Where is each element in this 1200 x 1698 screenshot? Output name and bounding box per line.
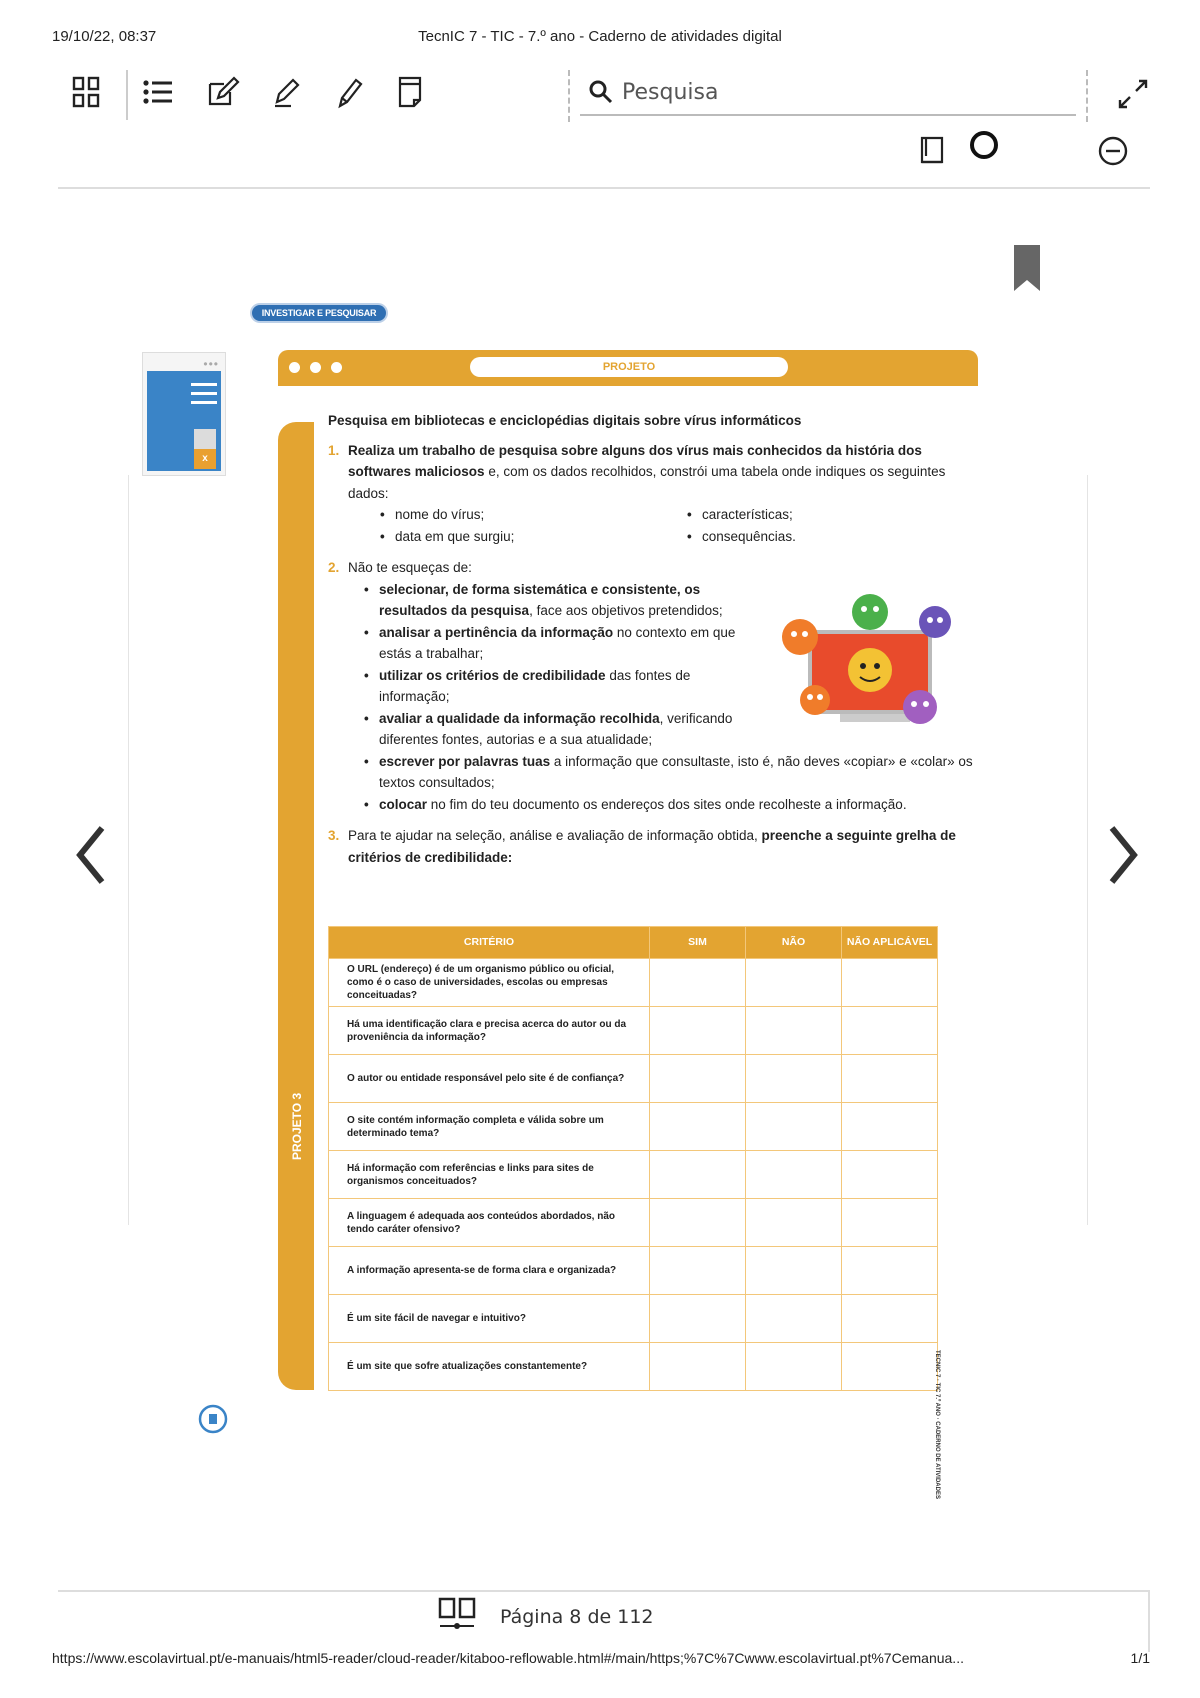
- table-row: [329, 1055, 938, 1103]
- book-page: [140, 300, 1000, 1499]
- not-applicable-cell[interactable]: [842, 1295, 938, 1343]
- zoom-out-icon[interactable]: [1092, 130, 1134, 172]
- no-cell[interactable]: [746, 1295, 842, 1343]
- table-row: [329, 1103, 938, 1151]
- window-dot-icon: [289, 362, 300, 373]
- page-view-icon[interactable]: [437, 1596, 477, 1636]
- yes-cell[interactable]: [650, 1103, 746, 1151]
- not-applicable-cell[interactable]: [842, 1055, 938, 1103]
- task-1: [328, 440, 978, 548]
- no-cell[interactable]: [746, 1103, 842, 1151]
- task-2-intro: Não te esqueças de:: [348, 560, 472, 575]
- task-3: [328, 825, 978, 868]
- section-badge: INVESTIGAR E PESQUISAR: [250, 303, 388, 323]
- task-3-bold-text: preenche a seguinte grelha de critérios de credibilidade:: [348, 828, 956, 865]
- not-applicable-cell[interactable]: [842, 1343, 938, 1391]
- not-applicable-cell[interactable]: [842, 1007, 938, 1055]
- project-title-pill: PROJETO: [470, 357, 788, 377]
- not-applicable-cell[interactable]: [842, 1247, 938, 1295]
- list-item: • utilizar os critérios de credibilidade das fontes de informação;: [364, 665, 764, 708]
- list-item: • escrever por palavras tuas a informação que consultaste, isto é, não deves «copiar» e «colar» os textos consultados;: [364, 751, 978, 794]
- yes-cell[interactable]: [650, 1151, 746, 1199]
- credibility-grid: [328, 926, 938, 1391]
- print-url: https://www.escolavirtual.pt/e-manuais/html5-reader/cloud-reader/kitaboo-reflowable.html#/main/https;%7C%7Cwww.escolavirtual.pt%7Cemanua...: [52, 1650, 964, 1666]
- toolbar-divider: [126, 70, 128, 120]
- previous-page-arrow-icon[interactable]: [70, 820, 114, 890]
- print-page-count: 1/1: [1130, 1650, 1150, 1666]
- print-date: 19/10/22, 08:37: [52, 28, 157, 45]
- window-dot-icon: [331, 362, 342, 373]
- table-row: [329, 1343, 938, 1391]
- yes-cell[interactable]: [650, 1007, 746, 1055]
- column-header: NÃO APLICÁVEL: [842, 927, 938, 959]
- table-row: [329, 1295, 938, 1343]
- project-side-strip: [278, 422, 314, 1390]
- table-row: [329, 1199, 938, 1247]
- task-number: 3.: [328, 828, 340, 843]
- search-icon[interactable]: [586, 77, 616, 107]
- no-cell[interactable]: [746, 1247, 842, 1295]
- yes-cell[interactable]: [650, 1199, 746, 1247]
- window-dot-icon: [310, 362, 321, 373]
- zoom-in-icon[interactable]: [963, 124, 1005, 166]
- toolbar-divider-line: [58, 187, 1150, 189]
- project-heading: Pesquisa em bibliotecas e enciclopédias digitais sobre vírus informáticos: [328, 413, 802, 428]
- widget-check-icon: [194, 429, 216, 449]
- no-cell[interactable]: [746, 1151, 842, 1199]
- list-item: • data em que surgiu;: [380, 526, 671, 548]
- criterion-cell: O site contém informação completa e válida sobre um determinado tema?: [329, 1103, 650, 1151]
- not-applicable-cell[interactable]: [842, 1151, 938, 1199]
- not-applicable-cell[interactable]: [842, 1103, 938, 1151]
- table-of-contents-icon[interactable]: [136, 70, 180, 114]
- no-cell[interactable]: [746, 959, 842, 1007]
- task-number: 2.: [328, 560, 340, 575]
- thumbnails-icon[interactable]: [64, 70, 108, 114]
- yes-cell[interactable]: [650, 1343, 746, 1391]
- project-side-label: PROJETO 3: [290, 1092, 304, 1160]
- task-number: 1.: [328, 442, 340, 458]
- no-cell[interactable]: [746, 1055, 842, 1103]
- list-item: • características;: [687, 504, 978, 526]
- yes-cell[interactable]: [650, 1055, 746, 1103]
- criterion-cell: Há informação com referências e links para sites de organismos conceituados?: [329, 1151, 650, 1199]
- no-cell[interactable]: [746, 1199, 842, 1247]
- search-input[interactable]: [622, 80, 1022, 105]
- book-icon[interactable]: [910, 130, 952, 172]
- yes-cell[interactable]: [650, 1247, 746, 1295]
- virus-illustration: [770, 582, 975, 742]
- table-row: [329, 959, 938, 1007]
- column-header: SIM: [650, 927, 746, 959]
- page-indicator: Página 8 de 112: [500, 1606, 654, 1628]
- task-3-text: Para te ajudar na seleção, análise e avaliação de informação obtida,: [348, 828, 762, 843]
- list-item: • avaliar a qualidade da informação recolhida, verificando diferentes fontes, autorias e a sua atualidade;: [364, 708, 764, 751]
- table-row: [329, 1247, 938, 1295]
- fullscreen-icon[interactable]: [1111, 72, 1155, 116]
- search-box[interactable]: [580, 70, 1076, 116]
- list-item: • selecionar, de forma sistemática e consistente, os resultados da pesquisa, face aos objetivos pretendidos;: [364, 579, 764, 622]
- page-bookmark-icon[interactable]: [388, 70, 432, 114]
- column-header: CRITÉRIO: [329, 927, 650, 959]
- task-1-bullets: [364, 504, 978, 547]
- pen-icon[interactable]: [326, 70, 370, 114]
- no-cell[interactable]: [746, 1343, 842, 1391]
- widget-menu-bars-icon: [191, 383, 217, 410]
- list-item: • nome do vírus;: [380, 504, 671, 526]
- not-applicable-cell[interactable]: [842, 959, 938, 1007]
- task-1-bold-text: Realiza um trabalho de pesquisa sobre alguns dos vírus mais conhecidos da história dos softwares maliciosos: [348, 442, 922, 479]
- audio-player-icon[interactable]: [198, 1404, 228, 1434]
- column-header: NÃO: [746, 927, 842, 959]
- criterion-cell: A linguagem é adequada aos conteúdos abordados, não tendo caráter ofensivo?: [329, 1199, 650, 1247]
- search-area: [568, 70, 1088, 122]
- yes-cell[interactable]: [650, 1295, 746, 1343]
- not-applicable-cell[interactable]: [842, 1199, 938, 1247]
- widget-menu-icon[interactable]: •••: [203, 357, 219, 371]
- widget-panel: [147, 371, 221, 471]
- task-1-text: e, com os dados recolhidos, constrói uma tabela onde indiques os seguintes dados:: [348, 464, 946, 501]
- next-page-arrow-icon[interactable]: [1100, 820, 1144, 890]
- list-item: • colocar no fim do teu documento os endereços dos sites onde recolheste a informação.: [364, 794, 978, 816]
- criterion-cell: O URL (endereço) é de um organismo público ou oficial, como é o caso de universidades, escolas ou empresas conceituadas?: [329, 959, 650, 1007]
- criterion-cell: É um site fácil de navegar e intuitivo?: [329, 1295, 650, 1343]
- interactive-widget[interactable]: [142, 352, 226, 476]
- criterion-cell: O autor ou entidade responsável pelo site é de confiança?: [329, 1055, 650, 1103]
- table-row: [329, 1151, 938, 1199]
- bookmark-icon[interactable]: [1012, 245, 1042, 293]
- print-title: TecnIC 7 - TIC - 7.º ano - Caderno de atividades digital: [418, 28, 782, 45]
- notes-icon[interactable]: [200, 70, 244, 114]
- page-border-right: [1087, 475, 1088, 1225]
- publisher-side-note: TECNIC 7 · TIC 7.º ANO · CADERNO DE ATIVIDADES: [934, 1350, 940, 1499]
- list-item: • analisar a pertinência da informação no contexto em que estás a trabalhar;: [364, 622, 764, 665]
- project-header-bar: [278, 350, 978, 386]
- criterion-cell: A informação apresenta-se de forma clara e organizada?: [329, 1247, 650, 1295]
- widget-excel-icon: x: [194, 449, 216, 469]
- table-row: [329, 1007, 938, 1055]
- yes-cell[interactable]: [650, 959, 746, 1007]
- list-item: • consequências.: [687, 526, 978, 548]
- no-cell[interactable]: [746, 1007, 842, 1055]
- criterion-cell: É um site que sofre atualizações constantemente?: [329, 1343, 650, 1391]
- criterion-cell: Há uma identificação clara e precisa acerca do autor ou da proveniência da informação?: [329, 1007, 650, 1055]
- reader-toolbar: [58, 62, 1158, 132]
- page-border-left: [128, 475, 129, 1225]
- highlighter-icon[interactable]: [263, 70, 307, 114]
